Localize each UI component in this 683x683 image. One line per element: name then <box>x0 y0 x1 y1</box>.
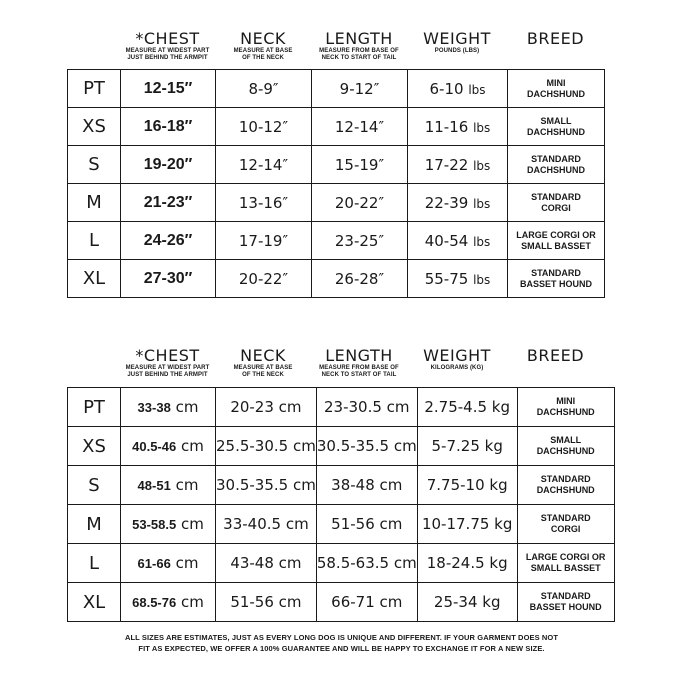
length-cell: 9-12″ <box>312 70 408 108</box>
weight-cell: 7.75-10 kg <box>417 466 517 505</box>
chest-cell <box>121 505 216 544</box>
breed-line: BASSET HOUND <box>519 278 592 289</box>
chest-subtitle: MEASURE AT WIDEST PART <box>125 365 210 371</box>
table-row <box>68 70 605 108</box>
chest-cell: 12-15″ <box>121 70 216 108</box>
weight-value: 55-75 <box>424 269 469 288</box>
weight-header <box>407 347 507 387</box>
chest-subtitle: MEASURE AT WIDEST PART <box>125 48 210 54</box>
size-cell: S <box>68 466 121 505</box>
weight-unit: lbs <box>473 272 491 287</box>
breed-title: BREED <box>526 29 585 48</box>
weight-value: 40-54 <box>424 231 469 250</box>
breed-line: LARGE CORGI OR <box>516 229 596 240</box>
breed-line: SMALL BASSET <box>521 240 591 251</box>
weight-cell: 2.75-4.5 kg <box>417 388 517 427</box>
breed-line: CORGI <box>541 202 571 213</box>
length-cell: 23-25″ <box>312 222 408 260</box>
length-cell: 12-14″ <box>312 108 408 146</box>
chest-value: 68.5-76 <box>132 595 177 610</box>
neck-cell: 17-19″ <box>216 222 312 260</box>
weight-cell <box>408 260 508 298</box>
chest-cell: 19-20″ <box>121 146 216 184</box>
neck-cell: 10-12″ <box>216 108 312 146</box>
breed-line: DACHSHUND <box>536 446 595 456</box>
breed-cell <box>508 70 605 108</box>
length-cell: 20-22″ <box>312 184 408 222</box>
breed-line: STANDARD <box>531 153 581 164</box>
breed-cell <box>517 544 614 583</box>
breed-line: STANDARD <box>531 191 581 202</box>
length-header <box>311 347 407 387</box>
chest-cell <box>121 466 216 505</box>
weight-header <box>407 30 507 70</box>
table-row <box>68 427 615 466</box>
length-cell: 66-71 cm <box>316 583 417 622</box>
breed-line: MINI <box>556 396 576 406</box>
chest-cell: 24-26″ <box>121 222 216 260</box>
neck-cell: 13-16″ <box>216 184 312 222</box>
weight-cell <box>408 108 508 146</box>
table-row <box>68 466 615 505</box>
breed-line: STANDARD <box>540 591 591 601</box>
chest-unit: cm <box>181 515 204 533</box>
chest-subtitle: JUST BEHIND THE ARMPIT <box>127 55 208 61</box>
neck-title: NECK <box>240 29 286 48</box>
weight-cell <box>408 146 508 184</box>
weight-subtitle: KILOGRAMS (KG) <box>430 365 484 371</box>
chest-cell: 27-30″ <box>121 260 216 298</box>
chest-header <box>120 347 215 387</box>
breed-title: BREED <box>526 346 585 365</box>
length-title: LENGTH <box>325 346 393 365</box>
weight-subtitle: POUNDS (LBS) <box>434 48 480 54</box>
chest-unit: cm <box>175 476 199 494</box>
weight-value: 6-10 <box>429 79 464 98</box>
table-row <box>68 108 605 146</box>
neck-cell: 43-48 cm <box>216 544 317 583</box>
chest-cell <box>121 544 216 583</box>
breed-cell <box>517 427 614 466</box>
chest-value: 61-66 <box>137 556 171 571</box>
chest-cell: 16-18″ <box>121 108 216 146</box>
size-cell: L <box>68 222 121 260</box>
weight-cell <box>408 70 508 108</box>
weight-unit: lbs <box>473 234 491 249</box>
breed-line: STANDARD <box>540 513 591 523</box>
neck-cell: 51-56 cm <box>216 583 317 622</box>
length-cell: 51-56 cm <box>316 505 417 544</box>
chest-cell <box>121 388 216 427</box>
size-cell: M <box>68 505 121 544</box>
neck-cell: 20-22″ <box>216 260 312 298</box>
breed-cell <box>508 184 605 222</box>
chest-title: *CHEST <box>135 29 200 48</box>
length-cell: 38-48 cm <box>316 466 417 505</box>
footnote <box>0 632 683 654</box>
size-cell: PT <box>68 388 121 427</box>
table-row <box>68 260 605 298</box>
weight-unit: lbs <box>473 196 491 211</box>
length-subtitle: MEASURE FROM BASE OF <box>319 365 399 371</box>
breed-line: LARGE CORGI OR <box>525 552 606 562</box>
breed-line: SMALL <box>540 115 572 126</box>
chest-value: 33-38 <box>137 400 171 415</box>
neck-subtitle: OF THE NECK <box>242 55 284 61</box>
weight-title: WEIGHT <box>423 29 491 48</box>
breed-cell <box>508 222 605 260</box>
weight-cell: 18-24.5 kg <box>417 544 517 583</box>
table-row <box>68 388 615 427</box>
chest-cell <box>121 583 216 622</box>
breed-line: DACHSHUND <box>536 485 595 495</box>
breed-line: STANDARD <box>540 474 591 484</box>
neck-cell: 20-23 cm <box>216 388 317 427</box>
footnote-line: FIT AS EXPECTED, WE OFFER A 100% GUARANTEE AND WILL BE HAPPY TO EXCHANGE IT FOR A NEW SIZE. <box>138 644 545 653</box>
breed-cell <box>508 260 605 298</box>
size-cell: XS <box>68 108 121 146</box>
size-cell: PT <box>68 70 121 108</box>
breed-line: STANDARD <box>531 267 581 278</box>
breed-line: DACHSHUND <box>527 88 585 99</box>
breed-cell <box>508 146 605 184</box>
breed-line: DACHSHUND <box>527 164 585 175</box>
chest-unit: cm <box>181 437 204 455</box>
breed-header <box>507 30 604 70</box>
weight-cell <box>408 222 508 260</box>
breed-line: DACHSHUND <box>536 407 595 417</box>
size-cell: M <box>68 184 121 222</box>
length-title: LENGTH <box>325 29 393 48</box>
breed-cell <box>517 388 614 427</box>
breed-header <box>507 347 604 387</box>
size-cell: L <box>68 544 121 583</box>
neck-title: NECK <box>240 346 286 365</box>
neck-header <box>215 30 311 70</box>
weight-unit: lbs <box>473 120 491 135</box>
weight-cell: 10-17.75 kg <box>417 505 517 544</box>
neck-subtitle: OF THE NECK <box>242 372 284 378</box>
chest-value: 40.5-46 <box>132 439 177 454</box>
table-row <box>68 583 615 622</box>
table-row <box>68 222 605 260</box>
neck-cell: 30.5-35.5 cm <box>216 466 317 505</box>
length-cell: 15-19″ <box>312 146 408 184</box>
length-cell: 26-28″ <box>312 260 408 298</box>
breed-line: CORGI <box>550 524 581 534</box>
weight-value: 17-22 <box>424 155 469 174</box>
length-subtitle: NECK TO START OF TAIL <box>321 55 397 61</box>
neck-cell: 33-40.5 cm <box>216 505 317 544</box>
length-subtitle: MEASURE FROM BASE OF <box>319 48 399 54</box>
metric-table <box>67 387 615 622</box>
neck-cell: 25.5-30.5 cm <box>216 427 317 466</box>
breed-line: MINI <box>546 77 566 88</box>
chest-subtitle: JUST BEHIND THE ARMPIT <box>127 372 208 378</box>
weight-unit: lbs <box>473 158 491 173</box>
length-cell: 30.5-35.5 cm <box>316 427 417 466</box>
chest-cell: 21-23″ <box>121 184 216 222</box>
breed-line: SMALL <box>550 435 582 445</box>
table-row <box>68 544 615 583</box>
breed-line: DACHSHUND <box>527 126 585 137</box>
chest-header <box>120 30 215 70</box>
neck-subtitle: MEASURE AT BASE <box>233 365 293 371</box>
weight-title: WEIGHT <box>423 346 491 365</box>
breed-cell <box>517 505 614 544</box>
size-cell: XL <box>68 260 121 298</box>
size-cell: XS <box>68 427 121 466</box>
weight-value: 22-39 <box>424 193 469 212</box>
length-subtitle: NECK TO START OF TAIL <box>321 372 397 378</box>
breed-line: SMALL BASSET <box>530 563 601 573</box>
table-row <box>68 505 615 544</box>
breed-cell <box>508 108 605 146</box>
size-cell: XL <box>68 583 121 622</box>
length-cell: 23-30.5 cm <box>316 388 417 427</box>
weight-cell <box>408 184 508 222</box>
weight-unit: lbs <box>468 82 486 97</box>
imperial-table <box>67 69 605 298</box>
size-cell: S <box>68 146 121 184</box>
chest-cell <box>121 427 216 466</box>
table-row <box>68 146 605 184</box>
footnote-line: ALL SIZES ARE ESTIMATES, JUST AS EVERY LONG DOG IS UNIQUE AND DIFFERENT. IF YOUR GARMENT DOES NOT <box>124 633 559 642</box>
length-header <box>311 30 407 70</box>
weight-value: 11-16 <box>424 117 469 136</box>
weight-cell: 5-7.25 kg <box>417 427 517 466</box>
neck-cell: 12-14″ <box>216 146 312 184</box>
breed-cell <box>517 466 614 505</box>
chest-value: 48-51 <box>137 478 171 493</box>
table-row <box>68 184 605 222</box>
neck-cell: 8-9″ <box>216 70 312 108</box>
neck-subtitle: MEASURE AT BASE <box>233 48 293 54</box>
chest-unit: cm <box>175 554 199 572</box>
chest-unit: cm <box>175 398 199 416</box>
breed-cell <box>517 583 614 622</box>
chest-unit: cm <box>181 593 204 611</box>
length-cell: 58.5-63.5 cm <box>316 544 417 583</box>
neck-header <box>215 347 311 387</box>
weight-cell: 25-34 kg <box>417 583 517 622</box>
chest-value: 53-58.5 <box>132 517 177 532</box>
chest-title: *CHEST <box>135 346 200 365</box>
breed-line: BASSET HOUND <box>529 602 602 612</box>
